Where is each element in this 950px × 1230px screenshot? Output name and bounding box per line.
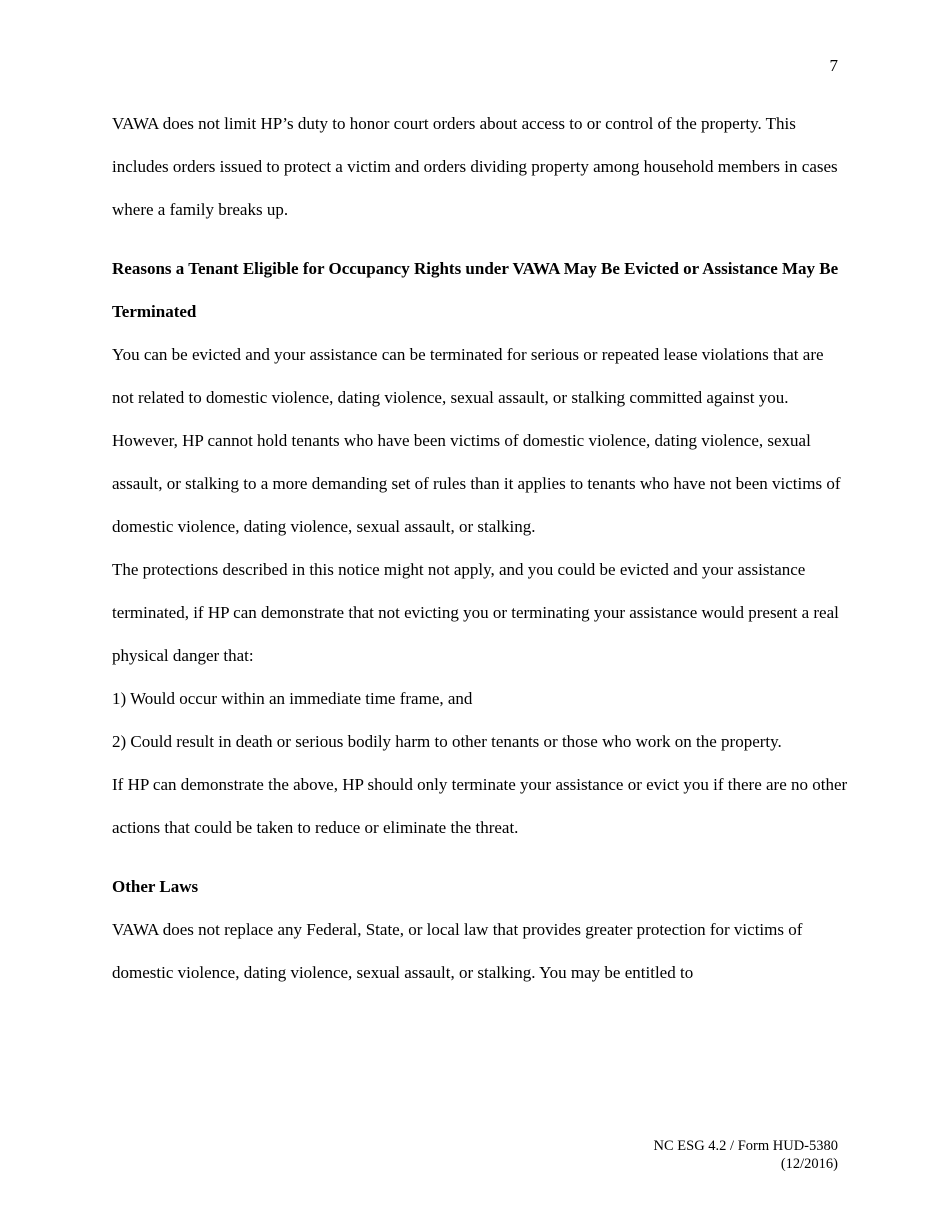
footer-form-date: (12/2016)	[780, 1156, 838, 1172]
paragraph-lease-violations: You can be evicted and your assistance can be terminated for serious or repeated lease violations that are not related to domestic violence, dating violence, sexual assault, or stalking committed against you. However, HP cannot hold tenants who have been victims of domestic violence, dating violence, sexual assault, or stalking to a more demanding set of rules than it applies to tenants who have not been victims of domestic violence, dating violence, sexual assault, or stalking.	[112, 345, 841, 536]
footer-form-id: NC ESG 4.2 / Form HUD-5380	[653, 1138, 838, 1154]
heading-other-laws: Other Laws	[112, 877, 199, 896]
paragraph-physical-danger: The protections described in this notice might not apply, and you could be evicted and your assistance terminated, if HP can demonstrate that not evicting you or terminating your assistance would present a real physical danger that:	[112, 560, 839, 665]
paragraph-court-orders: VAWA does not limit HP’s duty to honor court orders about access to or control of the property. This includes orders issued to protect a victim and orders dividing property among household members in cases where a family breaks up.	[112, 114, 838, 219]
list-item: 1) Would occur within an immediate time frame, and	[112, 689, 473, 708]
page-footer	[654, 1137, 838, 1173]
page-number: 7	[829, 56, 838, 75]
document-body	[112, 102, 848, 994]
paragraph-threat: If HP can demonstrate the above, HP should only terminate your assistance or evict you if there are no other actions that could be taken to reduce or eliminate the threat.	[112, 775, 848, 837]
paragraph-other-laws: VAWA does not replace any Federal, State, or local law that provides greater protection for victims of domestic violence, dating violence, sexual assault, or stalking. You may be entitled to	[112, 920, 803, 982]
list-item: 2) Could result in death or serious bodily harm to other tenants or those who work on the property.	[112, 732, 782, 751]
heading-eviction-reasons: Reasons a Tenant Eligible for Occupancy Rights under VAWA May Be Evicted or Assistance May Be Terminated	[112, 259, 839, 321]
